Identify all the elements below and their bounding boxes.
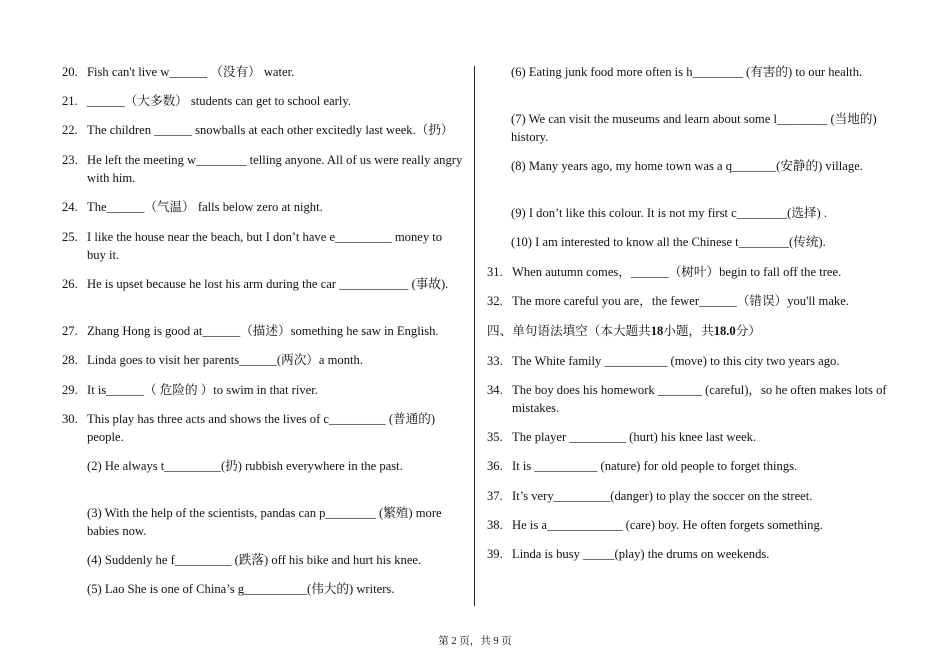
question-text: It is______（ 危险的 ）to swim in that river. (87, 383, 318, 397)
question-text: He is a____________ (care) boy. He often forgets something. (512, 518, 823, 532)
question-20 (62, 63, 464, 81)
question-number: 33. (487, 354, 503, 368)
question-number: 39. (487, 547, 503, 561)
sub-question-2: (2) He always t_________(扔) rubbish everywhere in the past. (87, 459, 403, 473)
question-number: 21. (62, 94, 78, 108)
question-25 (62, 228, 464, 264)
question-text: Fish can't live w______ （没有） water. (87, 65, 295, 79)
page-footer: 第 2 页，共 9 页 (438, 636, 512, 647)
question-36 (487, 457, 887, 475)
question-text: The more careful you are，the fewer______（错误）you'll make. (512, 294, 849, 308)
question-number: 25. (62, 230, 78, 244)
question-24 (62, 198, 464, 216)
question-38 (487, 516, 887, 534)
question-28 (62, 351, 464, 369)
section-heading: 四、单句语法填空（本大题共18小题，共18.0分） (487, 324, 761, 338)
question-32 (487, 292, 887, 310)
question-23 (62, 151, 464, 187)
question-text: Linda is busy _____(play) the drums on weekends. (512, 547, 770, 561)
question-number: 23. (62, 153, 78, 167)
question-number: 24. (62, 200, 78, 214)
question-29 (62, 381, 464, 399)
sub-question-7: (7) We can visit the museums and learn about some l________ (当地的) history. (511, 112, 877, 144)
question-text: ______（大多数） students can get to school early. (87, 94, 351, 108)
question-34 (487, 381, 887, 417)
question-22 (62, 121, 464, 139)
sub-question-6: (6) Eating junk food more often is h________ (有害的) to our health. (511, 65, 863, 79)
sub-question-8: (8) Many years ago, my home town was a q_______(安静的) village. (511, 159, 863, 173)
question-text: When autumn comes，______（树叶）begin to fall off the tree. (512, 265, 842, 279)
question-35 (487, 428, 887, 446)
question-text: The boy does his homework _______ (careful)，so he often makes lots of mistakes. (512, 383, 887, 415)
question-text: It’s very_________(danger) to play the soccer on the street. (512, 489, 813, 503)
question-number: 34. (487, 383, 503, 397)
question-number: 32. (487, 294, 503, 308)
sub-question-4: (4) Suddenly he f_________ (跌落) off his bike and hurt his knee. (87, 553, 422, 567)
question-number: 31. (487, 265, 503, 279)
question-30 (62, 410, 464, 446)
question-text: He is upset because he lost his arm during the car ___________ (事故). (87, 277, 449, 291)
sub-question-5: (5) Lao She is one of China’s g__________(伟大的) writers. (87, 582, 395, 596)
question-number: 22. (62, 123, 78, 137)
sub-question-3: (3) With the help of the scientists, pandas can p________ (繁殖) more babies now. (87, 506, 442, 538)
question-number: 30. (62, 412, 78, 426)
column-divider (474, 66, 475, 606)
question-31 (487, 263, 887, 281)
question-number: 27. (62, 324, 78, 338)
question-27 (62, 322, 464, 340)
question-text: Linda goes to visit her parents______(两次）a month. (87, 353, 363, 367)
question-text: The White family __________ (move) to this city two years ago. (512, 354, 840, 368)
question-number: 37. (487, 489, 503, 503)
question-26 (62, 275, 464, 293)
question-number: 28. (62, 353, 78, 367)
sub-question-9: (9) I don’t like this colour. It is not my first c________(选择) . (511, 206, 827, 220)
question-number: 20. (62, 65, 78, 79)
question-text: The______（气温） falls below zero at night. (87, 200, 323, 214)
question-33 (487, 352, 887, 370)
question-37 (487, 487, 887, 505)
question-text: It is __________ (nature) for old people to forget things. (512, 459, 798, 473)
question-text: I like the house near the beach, but I don’t have e_________ money to buy it. (87, 230, 443, 262)
question-39 (487, 545, 887, 563)
question-number: 36. (487, 459, 503, 473)
question-21 (62, 92, 464, 110)
question-text: He left the meeting w________ telling anyone. All of us were really angry with him. (87, 153, 463, 185)
question-text: This play has three acts and shows the lives of c_________ (普通的) people. (87, 412, 436, 444)
question-text: The player _________ (hurt) his knee last week. (512, 430, 757, 444)
question-text: The children ______ snowballs at each other excitedly last week.（扔） (87, 123, 454, 137)
sub-question-10: (10) I am interested to know all the Chinese t________(传统). (511, 235, 826, 249)
question-number: 26. (62, 277, 78, 291)
question-text: Zhang Hong is good at______（描述）something he saw in English. (87, 324, 439, 338)
question-number: 38. (487, 518, 503, 532)
question-number: 35. (487, 430, 503, 444)
question-number: 29. (62, 383, 78, 397)
